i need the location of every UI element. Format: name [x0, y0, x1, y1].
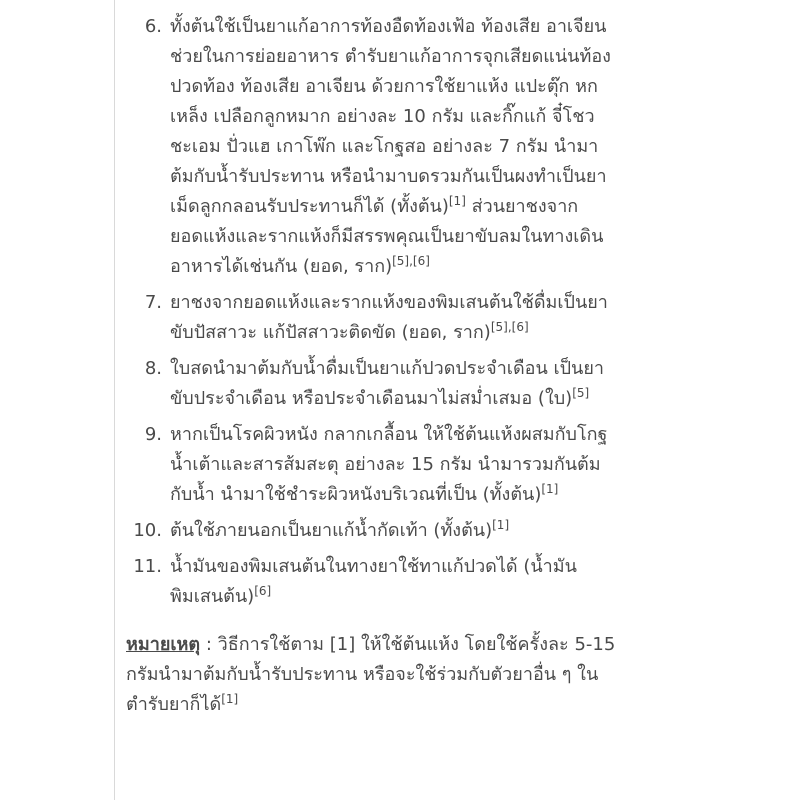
line-text: อาหารได้เช่นกัน (ยอด, ราก): [170, 256, 393, 277]
item-number: 11.: [133, 556, 162, 577]
line-text: : วิธีการใช้ตาม [1] ให้ใช้ต้นแห้ง โดยใช้ครั้งละ 5-15: [200, 634, 616, 655]
note-label: หมายเหตุ: [126, 634, 201, 655]
item-number: 10.: [133, 520, 162, 541]
item-number: 9.: [144, 424, 162, 445]
item-number: 7.: [144, 292, 162, 313]
reference-link[interactable]: [1]: [541, 482, 559, 496]
item-line: ช่วยในการย่อยอาหาร ตำรับยาแก้อาการจุกเสียดแน่นท้อง: [170, 46, 611, 67]
item-number: 6.: [144, 16, 162, 37]
line-text: ขับปัสสาวะ แก้ปัสสาวะติดขัด (ยอด, ราก): [170, 322, 491, 343]
reference-link[interactable]: [1]: [492, 518, 510, 532]
line-text: กับน้ำ นำมาใช้ชำระผิวหนังบริเวณที่เป็น (ทั้งต้น): [170, 484, 542, 505]
line-text: เม็ดลูกกลอนรับประทานก็ได้ (ทั้งต้น): [170, 196, 449, 217]
list-item-11: [128, 552, 688, 612]
item-line: น้ำมันของพิมเสนต้นในทางยาใช้ทาแก้ปวดได้ (น้ำมัน: [170, 556, 577, 577]
reference-link[interactable]: [1]: [221, 692, 239, 706]
list-item-8: [128, 354, 688, 414]
list-item-9: [128, 420, 688, 510]
item-line: [170, 480, 688, 510]
line-text: พิมเสนต้น): [170, 586, 255, 607]
list-item-6: [128, 12, 688, 282]
item-line: ต้มกับน้ำรับประทาน หรือนำมาบดรวมกันเป็นผงทำเป็นยา: [170, 166, 607, 187]
note-line: กรัมนำมาต้มกับน้ำรับประทาน หรือจะใช้ร่วมกับตัวยาอื่น ๆ ใน: [126, 664, 599, 685]
item-line: ปวดท้อง ท้องเสีย อาเจียน ด้วยการใช้ยาแห้ง แปะตุ๊ก หก: [170, 76, 598, 97]
left-border-rule: [114, 0, 115, 800]
item-line: น้ำเต้าและสารส้มสะตุ อย่างละ 15 กรัม นำมารวมกันต้ม: [170, 454, 601, 475]
item-line: [170, 192, 688, 222]
item-line: ใบสดนำมาต้มกับน้ำดื่มเป็นยาแก้ปวดประจำเดือน เป็นยา: [170, 358, 605, 379]
note-line: [126, 690, 686, 720]
remark-note: [126, 630, 686, 720]
reference-link[interactable]: [5]: [572, 386, 590, 400]
reference-link[interactable]: [1]: [448, 194, 466, 208]
list-item-7: [128, 288, 688, 348]
item-line: [170, 582, 688, 612]
note-line: [126, 630, 686, 660]
reference-link[interactable]: [6]: [254, 584, 272, 598]
item-line: [170, 318, 688, 348]
line-text: ต้นใช้ภายนอกเป็นยาแก้น้ำกัดเท้า (ทั้งต้น): [170, 520, 493, 541]
item-line: ยอดแห้งและรากแห้งก็มีสรรพคุณเป็นยาขับลมในทางเดิน: [170, 226, 604, 247]
line-text: ขับประจำเดือน หรือประจำเดือนมาไม่สม่ำเสมอ (ใบ): [170, 388, 573, 409]
item-line: ยาชงจากยอดแห้งและรากแห้งของพิมเสนต้นใช้ดื่มเป็นยา: [170, 292, 608, 313]
item-line: [170, 252, 688, 282]
line-text: ตำรับยาก็ได้: [126, 694, 222, 715]
usage-list: [128, 12, 688, 612]
item-line: [170, 384, 688, 414]
article-content: [128, 12, 688, 720]
item-line: เหล็ง เปลือกลูกหมาก อย่างละ 10 กรัม และกิ๊กแก้ จี๋โชว: [170, 106, 595, 127]
list-item-10: [128, 516, 688, 546]
line-text: ส่วนยาชงจาก: [465, 196, 579, 217]
item-line: ชะเอม ปั่วแฮ เกาโพ๊ก และโกฐสอ อย่างละ 7 กรัม นำมา: [170, 136, 599, 157]
item-number: 8.: [144, 358, 162, 379]
item-line: [170, 516, 688, 546]
item-line: ทั้งต้นใช้เป็นยาแก้อาการท้องอืดท้องเฟ้อ ท้องเสีย อาเจียน: [170, 16, 607, 37]
item-line: หากเป็นโรคผิวหนัง กลากเกลื้อน ให้ใช้ต้นแห้งผสมกับโกฐ: [170, 424, 608, 445]
reference-link[interactable]: [5],[6]: [392, 254, 430, 268]
reference-link[interactable]: [5],[6]: [490, 320, 529, 334]
